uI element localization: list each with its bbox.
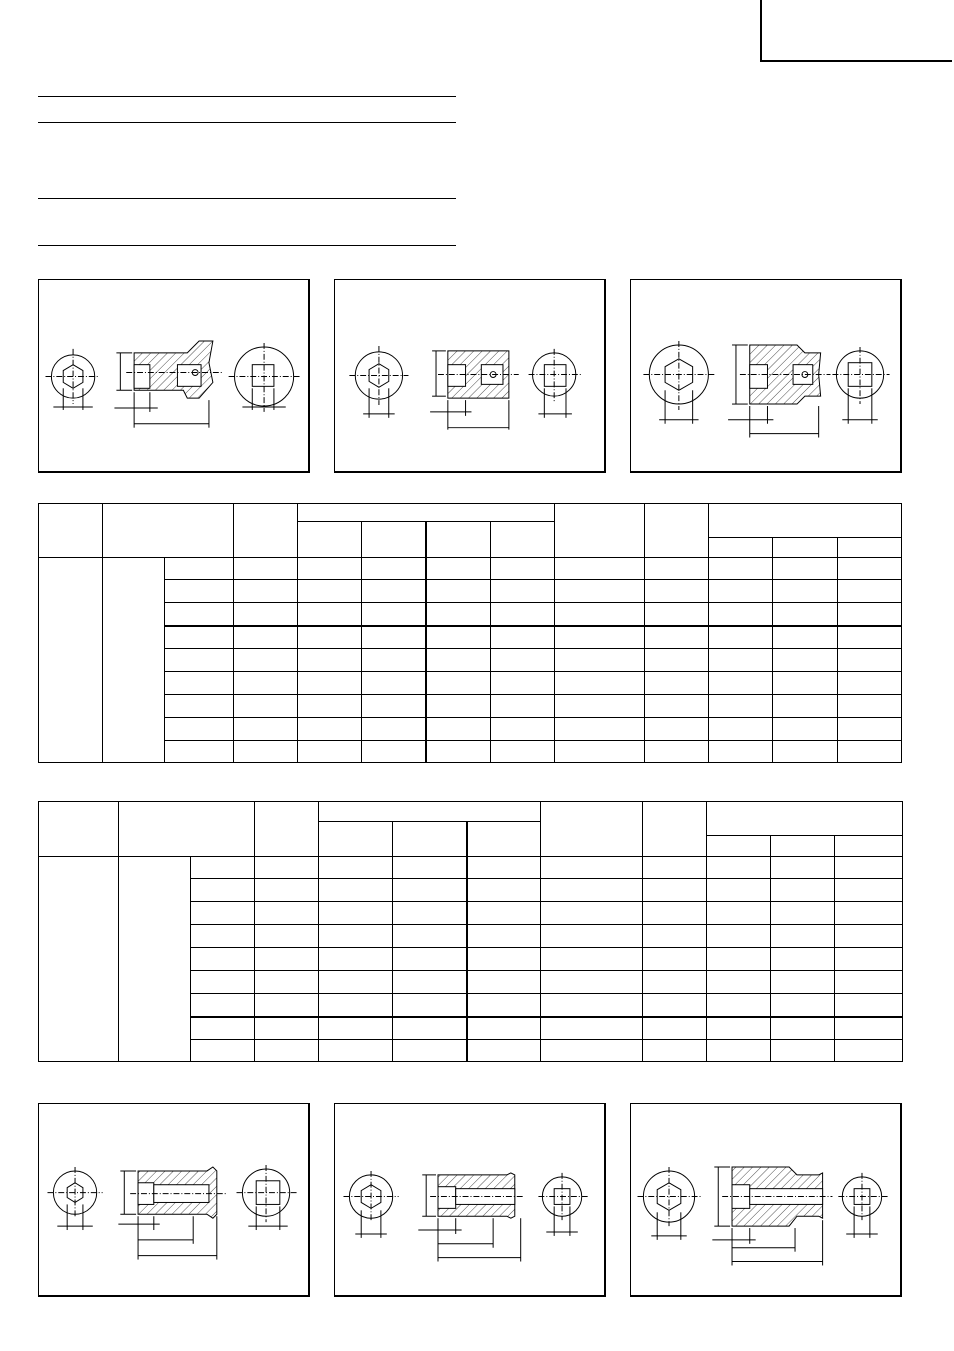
t1-subheader-cell <box>773 538 837 558</box>
t2-header-cell <box>255 802 319 857</box>
table-row <box>39 603 902 626</box>
t2-subheader-cell <box>393 822 467 857</box>
t1-subheader-cell <box>709 538 773 558</box>
socket-drawing-c <box>631 280 900 471</box>
t1-header-cell <box>39 504 103 558</box>
t1-subheader-cell <box>490 522 554 558</box>
t1-subheader-cell <box>297 522 361 558</box>
title-rule-1 <box>38 96 456 97</box>
table-row <box>39 558 902 580</box>
socket-drawing-b <box>335 280 604 471</box>
table-row <box>39 649 902 672</box>
t2-header-group <box>319 802 541 822</box>
t1-header-cell <box>645 504 709 558</box>
t2-header-cell <box>643 802 707 857</box>
table-row <box>39 672 902 695</box>
t1-header-cell <box>233 504 297 558</box>
t1-header-group <box>297 504 554 522</box>
t2-header-cell <box>39 802 119 857</box>
t2-header-group <box>707 802 903 836</box>
t2-subheader-cell <box>835 836 903 857</box>
socket-drawing-f <box>631 1104 900 1295</box>
title-rule-2 <box>38 122 456 123</box>
socket-drawing-panel-a <box>38 279 310 473</box>
t2-header-cell <box>541 802 643 857</box>
socket-drawing-a <box>39 280 308 471</box>
socket-drawing-panel-d <box>38 1103 310 1297</box>
socket-drawing-panel-f <box>630 1103 902 1297</box>
socket-drawing-panel-e <box>334 1103 606 1297</box>
t2-header-cell <box>119 802 255 857</box>
t1-header-group <box>709 504 902 538</box>
spec-table-2 <box>38 801 903 1062</box>
t2-subheader-cell <box>707 836 771 857</box>
page-corner-box <box>760 0 952 62</box>
t2-group-cell <box>39 857 119 1062</box>
t1-subheader-cell <box>837 538 901 558</box>
table-row <box>39 857 903 879</box>
spec-table-1 <box>38 503 902 763</box>
t2-group-cell <box>119 857 191 1062</box>
table-row <box>39 580 902 603</box>
t1-group-cell <box>103 558 165 763</box>
socket-drawing-d <box>39 1104 308 1295</box>
t1-subheader-cell <box>362 522 426 558</box>
table-row <box>39 695 902 718</box>
title-rule-3 <box>38 198 456 199</box>
table-row <box>39 741 902 763</box>
title-rule-4 <box>38 245 456 246</box>
t1-subheader-cell <box>426 522 490 558</box>
t2-subheader-cell <box>771 836 835 857</box>
t1-group-cell <box>39 558 103 763</box>
t1-header-cell <box>103 504 233 558</box>
table-row <box>39 718 902 741</box>
socket-drawing-panel-c <box>630 279 902 473</box>
table-row <box>39 626 902 649</box>
socket-drawing-panel-b <box>334 279 606 473</box>
socket-drawing-e <box>335 1104 604 1295</box>
t1-header-cell <box>554 504 644 558</box>
t2-subheader-cell <box>467 822 541 857</box>
t2-subheader-cell <box>319 822 393 857</box>
